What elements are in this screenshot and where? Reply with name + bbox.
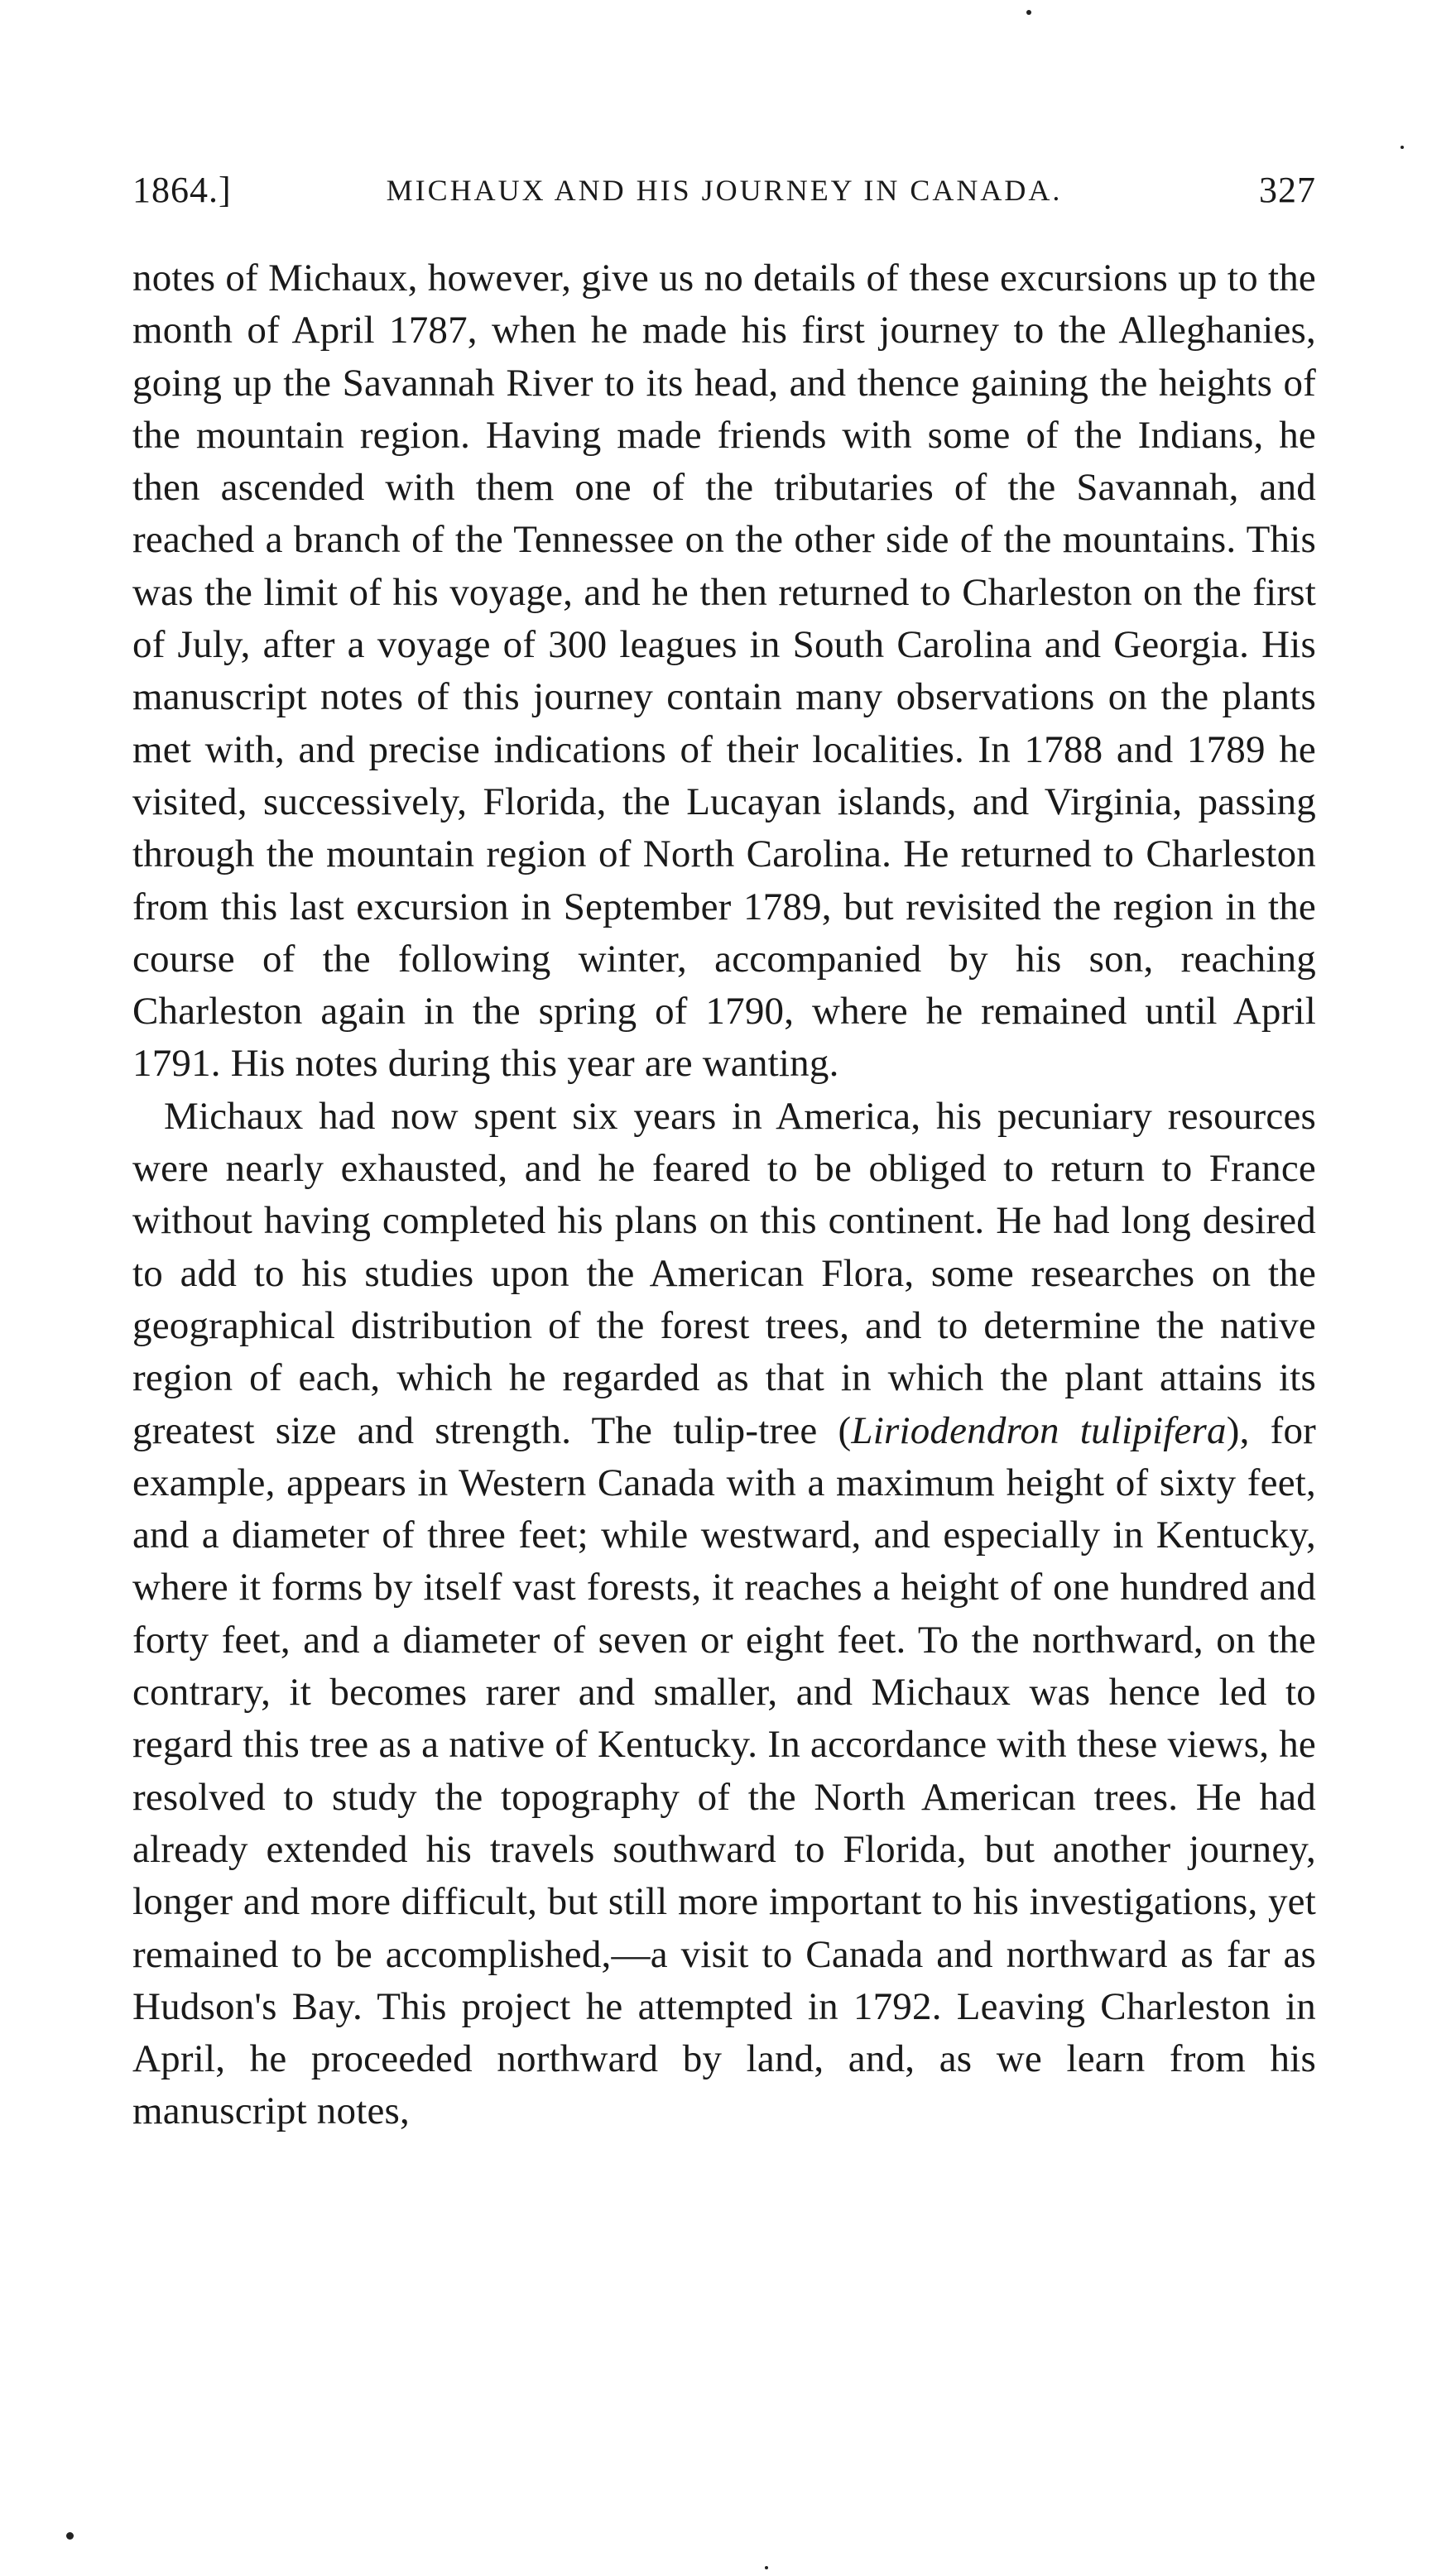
page-number: 327	[1259, 170, 1316, 210]
ink-speck-margin	[1401, 146, 1404, 149]
running-head-year: 1864.]	[132, 170, 232, 210]
ink-speck-top	[1026, 10, 1031, 15]
ink-speck-bottom-left	[66, 2532, 74, 2540]
paragraph-2-text-end: ), for example, appears in Western Canada with a maximum height of sixty feet, and a diameter of three feet; while westward, and especially in Kentucky, where it forms by itself vast forests, it reaches a height of one hundred and forty feet, and a diameter of seven or eight feet. To the northward, on the contrary, it becomes rarer and smaller, and Michaux was hence led to regard this tree as a native of Kentucky. In accordance with these views, he resolved to study the topography of the North American trees. He had already extended his travels southward to Florida, but another journey, longer and more difficult, but still more important to his investigations, yet remained to be accomplished,—a visit to Canada and northward as far as Hudson's Bay. This project he attempted in 1792. Leaving Charleston in April, he proceeded northward by land, and, as we learn from his manuscript notes,	[132, 1408, 1317, 2133]
botanical-name: Liriodendron tulipifera	[851, 1408, 1227, 1452]
paragraph-1-text: notes of Michaux, however, give us no details of these excursions up to the month of April 1787, when he made his first journey to the Alleghanies, going up the Savannah River to its head, and thence gaining the heights of the mountain region. Having made friends with some of the Indians, he then ascended with them one of the tributaries of the Savannah, and reached a branch of the Tennessee on the other side of the mountains. This was the limit of his voyage, and he then returned to Charleston on the first of July, after a voyage of 300 leagues in South Carolina and Georgia. His manuscript notes of this journey contain many observations on the plants met with, and precise indications of their localities. In 1788 and 1789 he visited, successively, Florida, the Lucayan islands, and Virginia, passing through the mountain region of North Carolina. He returned to Charleston from this last excursion in September 1789, but revisited the region in the course of the following winter, accompanied by his son, reaching Charleston again in the spring of 1790, where he remained until April 1791. His notes during this year are wanting.	[132, 257, 1316, 1086]
body-text	[132, 252, 1316, 2138]
paragraph-2	[132, 1091, 1316, 2138]
ink-speck-bottom-center	[765, 2566, 768, 2569]
paragraph-2-text-start: Michaux had now spent six years in America, his pecuniary resources were nearly exhausted, and he feared to be obliged to return to France without having completed his plans on this continent. He had long desired to add to his studies upon the American Flora, some researches on the geographical distribution of the forest trees, and to determine the native region of each, which he regarded as that in which the plant attains its greatest size and strength. The tulip-tree (	[132, 1094, 1316, 1452]
running-head	[132, 165, 1316, 215]
paragraph-1	[132, 252, 1316, 1091]
running-head-title: MICHAUX AND HIS JOURNEY IN CANADA.	[386, 174, 1063, 207]
